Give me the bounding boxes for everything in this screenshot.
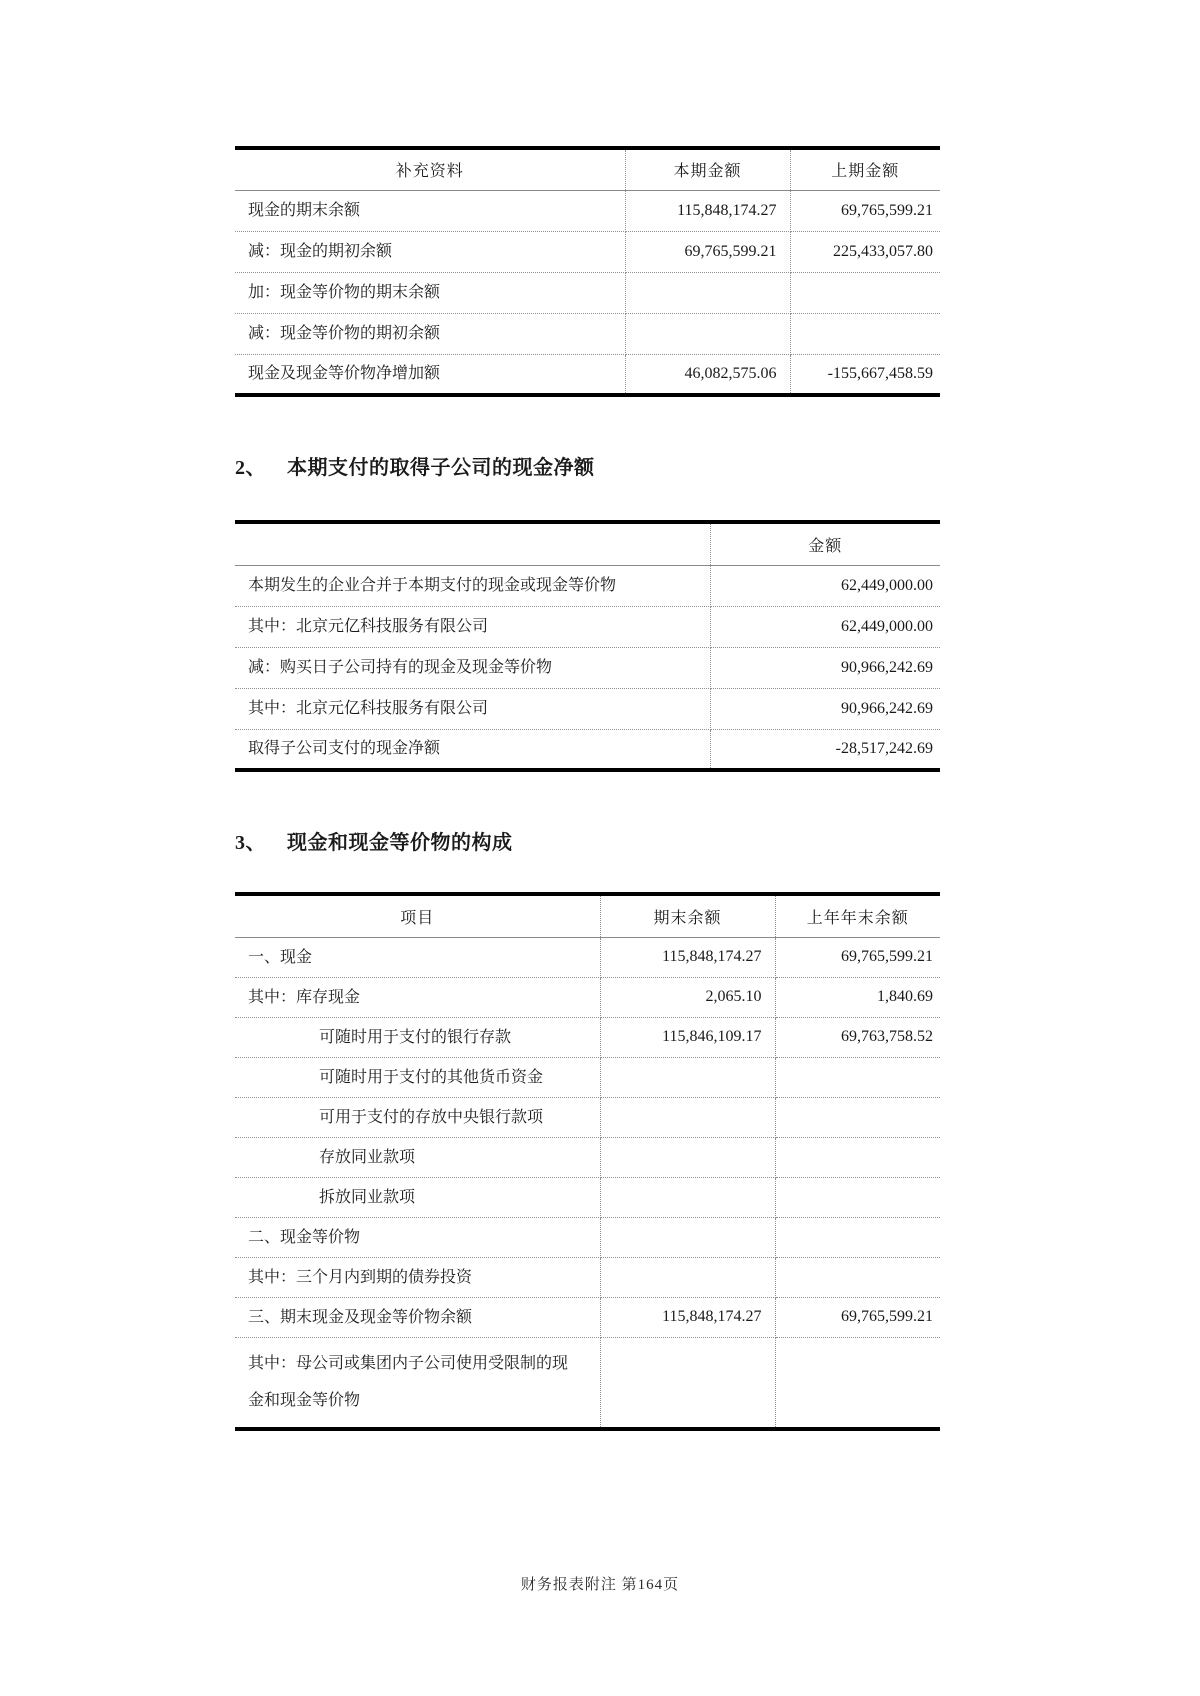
current-amount: 115,848,174.27 [625,190,790,231]
amount: 62,449,000.00 [710,606,940,647]
table-row [235,1337,940,1429]
ending-balance [600,1097,775,1137]
prior-year-balance [775,1257,940,1297]
table-row [235,313,940,354]
column-header-prior-year-end: 上年年末余额 [775,894,940,937]
ending-balance [600,1337,775,1429]
row-label: 减：现金等价物的期初余额 [235,313,625,354]
prior-amount: 225,433,057.80 [790,231,940,272]
table-row [235,1297,940,1337]
column-header-prior-period: 上期金额 [790,148,940,190]
prior-year-balance [775,1137,940,1177]
ending-balance: 2,065.10 [600,977,775,1017]
ending-balance [600,1217,775,1257]
subsidiary-cash-table [235,520,940,772]
table-row [235,1217,940,1257]
prior-amount: -155,667,458.59 [827,364,933,382]
row-label: 可随时用于支付的其他货币资金 [235,1057,600,1097]
row-label: 拆放同业款项 [235,1177,600,1217]
prior-year-balance: 1,840.69 [775,977,940,1017]
table-row [235,354,940,395]
row-label: 取得子公司支付的现金净额 [235,729,710,770]
prior-year-balance: 69,765,599.21 [775,1297,940,1337]
table-row [235,647,940,688]
column-header-item: 项目 [235,894,600,937]
ending-balance [600,1137,775,1177]
amount: 62,449,000.00 [710,565,940,606]
row-label: 本期发生的企业合并于本期支付的现金或现金等价物 [235,565,710,606]
row-label: 其中：北京元亿科技服务有限公司 [235,688,710,729]
table-row [235,937,940,977]
prior-year-balance: 69,763,758.52 [775,1017,940,1057]
table-row [235,231,940,272]
row-label: 现金的期末余额 [235,190,625,231]
prior-year-balance [775,1177,940,1217]
column-header-supplementary: 补充资料 [235,148,625,190]
prior-amount [790,272,940,313]
row-label: 减：购买日子公司持有的现金及现金等价物 [235,647,710,688]
table-row [235,606,940,647]
prior-year-balance [775,1337,940,1429]
table-row [235,688,940,729]
page-footer: 财务报表附注 第164页 [520,1577,680,1593]
row-label: 现金及现金等价物净增加额 [235,354,625,395]
row-label: 存放同业款项 [235,1137,600,1177]
current-amount: 46,082,575.06 [625,354,790,395]
column-header-current-period: 本期金额 [625,148,790,190]
row-label: 一、现金 [235,937,600,977]
table-row [235,729,940,770]
section-heading-3 [235,826,513,855]
row-label: 其中：北京元亿科技服务有限公司 [235,606,710,647]
ending-balance [600,1257,775,1297]
ending-balance: 115,848,174.27 [600,1297,775,1337]
table-row [235,977,940,1017]
cash-composition-table [235,892,940,1431]
section-title: 本期支付的取得子公司的现金净额 [287,457,595,479]
table-row [235,1137,940,1177]
current-amount [625,272,790,313]
amount: 90,966,242.69 [710,688,940,729]
table-header-row [235,522,940,565]
row-label: 减：现金的期初余额 [235,231,625,272]
column-header-blank [235,522,710,565]
row-label: 加：现金等价物的期末余额 [235,272,625,313]
row-label: 二、现金等价物 [235,1217,600,1257]
section-heading-2 [235,451,595,480]
column-header-amount: 金额 [710,522,940,565]
table-row [235,190,940,231]
prior-year-balance [775,1097,940,1137]
section-number: 3、 [235,832,266,854]
table-row [235,1257,940,1297]
row-label: 可随时用于支付的银行存款 [235,1017,600,1057]
table-row [235,1177,940,1217]
ending-balance: 115,848,174.27 [600,937,775,977]
ending-balance: 115,846,109.17 [600,1017,775,1057]
table-row [235,565,940,606]
section-number: 2、 [235,457,266,479]
prior-year-balance [775,1057,940,1097]
table-header-row [235,894,940,937]
prior-year-balance: 69,765,599.21 [775,937,940,977]
row-label: 可用于支付的存放中央银行款项 [235,1097,600,1137]
prior-amount: 69,765,599.21 [790,190,940,231]
table-row [235,272,940,313]
row-label: 三、期末现金及现金等价物余额 [235,1297,600,1337]
amount: -28,517,242.69 [835,739,933,757]
current-amount: 69,765,599.21 [625,231,790,272]
current-amount [625,313,790,354]
ending-balance [600,1177,775,1217]
table-header-row [235,148,940,190]
row-label: 其中：三个月内到期的债券投资 [235,1257,600,1297]
prior-amount [790,313,940,354]
table-row [235,1097,940,1137]
supplementary-data-table [235,146,940,397]
table-row [235,1017,940,1057]
ending-balance [600,1057,775,1097]
row-label: 其中：母公司或集团内子公司使用受限制的现金和现金等价物 [235,1337,600,1429]
section-title: 现金和现金等价物的构成 [287,832,513,854]
column-header-ending-balance: 期末余额 [600,894,775,937]
row-label: 其中：库存现金 [235,977,600,1017]
amount: 90,966,242.69 [710,647,940,688]
prior-year-balance [775,1217,940,1257]
table-row [235,1057,940,1097]
